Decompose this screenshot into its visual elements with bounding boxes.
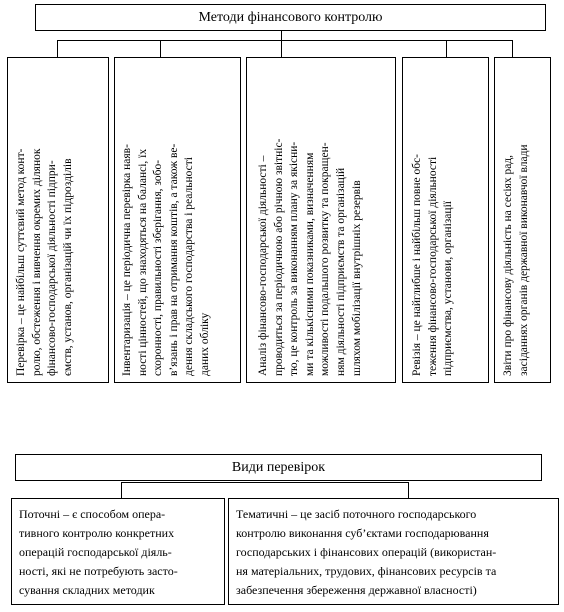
method-analysis-text: Аналіз фінансово-господарської діяльності – проводиться за періодичною або річною звітніс- тю, це контроль за виконанням плану за якісни- ми та кількісними показниками, визначенням можливості подальшого розвитку та покращен- ням діяльності підприємств та організацій шляхом мобілізації внутрішніх резервів <box>257 138 363 376</box>
check-types-title: Види перевірок <box>231 459 326 475</box>
check-current-text: Поточні – є способом опера- тивного контролю конкретних операцій господарської діяль- ності, які не потребують засто- сування складних методик <box>19 507 178 597</box>
check-types-title-box <box>15 454 542 481</box>
branch-4 <box>446 40 447 57</box>
methods-bus <box>57 40 513 41</box>
branch-current <box>121 482 122 498</box>
check-types-bus <box>121 482 409 483</box>
check-thematic-text: Тематичні – це засіб поточного господарського контролю виконання суб’єктами господарювання господарських і фінансових операцій (використан- ня матеріальних, трудових, фінансових ресурсів та забезпечення збереження державної власності) <box>236 507 497 597</box>
method-audit-text: Ревізія – це найглибше і найбільш повне обс- теження фінансово-господарської діяльності підприємства, установи, організації <box>411 153 455 376</box>
branch-2 <box>160 40 161 57</box>
method-inventory-text: Інвентаризація – це періодична перевірка наяв- ності цінностей, що знаходяться на балансі, їх схоронності, правильності зберігання, зобо- в’язань і прав на отримання коштів, а також ве- дення складського господарства і реальності даних обліку <box>121 143 211 376</box>
methods-trunk <box>281 31 282 40</box>
methods-title: Методи фінансового контролю <box>198 9 383 25</box>
methods-title-box <box>35 4 546 31</box>
branch-5 <box>512 40 513 57</box>
branch-thematic <box>408 482 409 498</box>
method-check-text: Перевірка – це найбільш суттєвий метод конт- ролю, обстеження і вивчення окремих ділянок фінансово-господарської діяльності підпри- ємств, установ, організацій чи їх підрозділів <box>15 148 74 376</box>
branch-1 <box>57 40 58 57</box>
method-reports-text: Звіти про фінансову діяльність на сесіях рад, засіданнях органів державної виконавчої влади <box>502 144 530 376</box>
branch-3 <box>281 40 282 57</box>
